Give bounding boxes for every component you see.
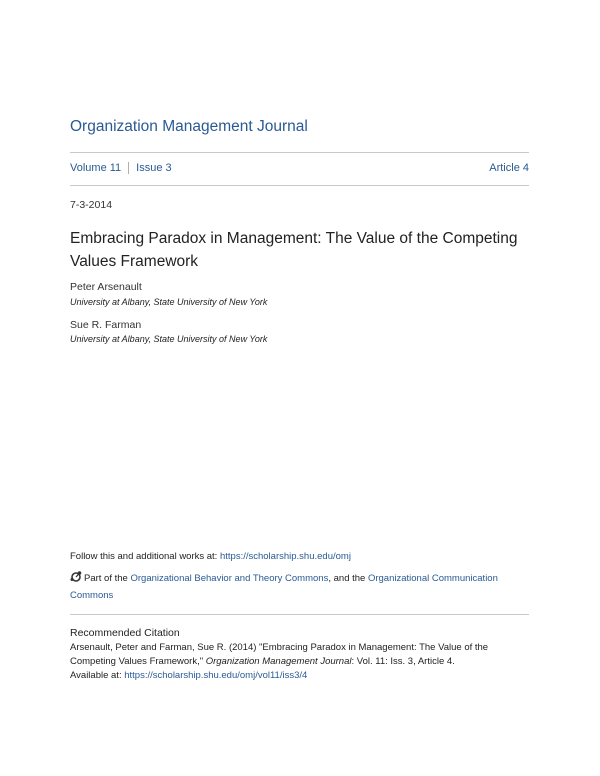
nav-separator xyxy=(128,162,129,174)
part-of-prefix: Part of the xyxy=(84,573,131,584)
header-divider xyxy=(70,152,529,153)
follow-line xyxy=(70,551,351,562)
issue-nav xyxy=(70,162,529,174)
citation-volume: : Vol. 11: Iss. 3, Article 4. xyxy=(351,656,455,667)
commons-network-icon xyxy=(70,571,82,582)
paper-title: Embracing Paradox in Management: The Value of the Competing Values Framework xyxy=(70,230,518,270)
issue-divider xyxy=(70,185,529,186)
issue-link[interactable]: Issue 3 xyxy=(136,162,172,174)
citation-text xyxy=(70,641,530,683)
repository-link[interactable]: https://scholarship.shu.edu/omj xyxy=(219,551,351,562)
org-communication-commons-link[interactable]: Organizational Communication Commons xyxy=(70,573,498,601)
author-name: Sue R. Farman xyxy=(70,319,142,331)
publication-date: 7-3-2014 xyxy=(70,199,113,211)
citation-heading: Recommended Citation xyxy=(70,627,180,639)
org-behavior-commons-link[interactable]: Organizational Behavior and Theory Commons xyxy=(130,573,329,584)
citation-journal: Organization Management Journal xyxy=(205,656,352,667)
follow-text: Follow this and additional works at: xyxy=(70,551,220,562)
journal-title[interactable]: Organization Management Journal xyxy=(70,118,308,135)
available-prefix: Available at: xyxy=(70,670,125,681)
article-link[interactable]: Article 4 xyxy=(489,162,529,174)
author-affiliation: University at Albany, State University of New York xyxy=(70,297,268,307)
volume-link[interactable]: Volume 11 xyxy=(70,162,122,174)
part-of-line xyxy=(70,570,530,604)
article-url-link[interactable]: https://scholarship.shu.edu/omj/vol11/iss3/4 xyxy=(124,670,308,681)
author-name: Peter Arsenault xyxy=(70,281,142,293)
author-affiliation: University at Albany, State University of New York xyxy=(70,334,268,344)
part-of-middle: , and the xyxy=(328,573,368,584)
citation-divider xyxy=(70,614,529,615)
citation-body: Arsenault, Peter and Farman, Sue R. (2014) "Embracing Paradox in Management: The Value of the Competing Values Framework," xyxy=(70,642,489,667)
